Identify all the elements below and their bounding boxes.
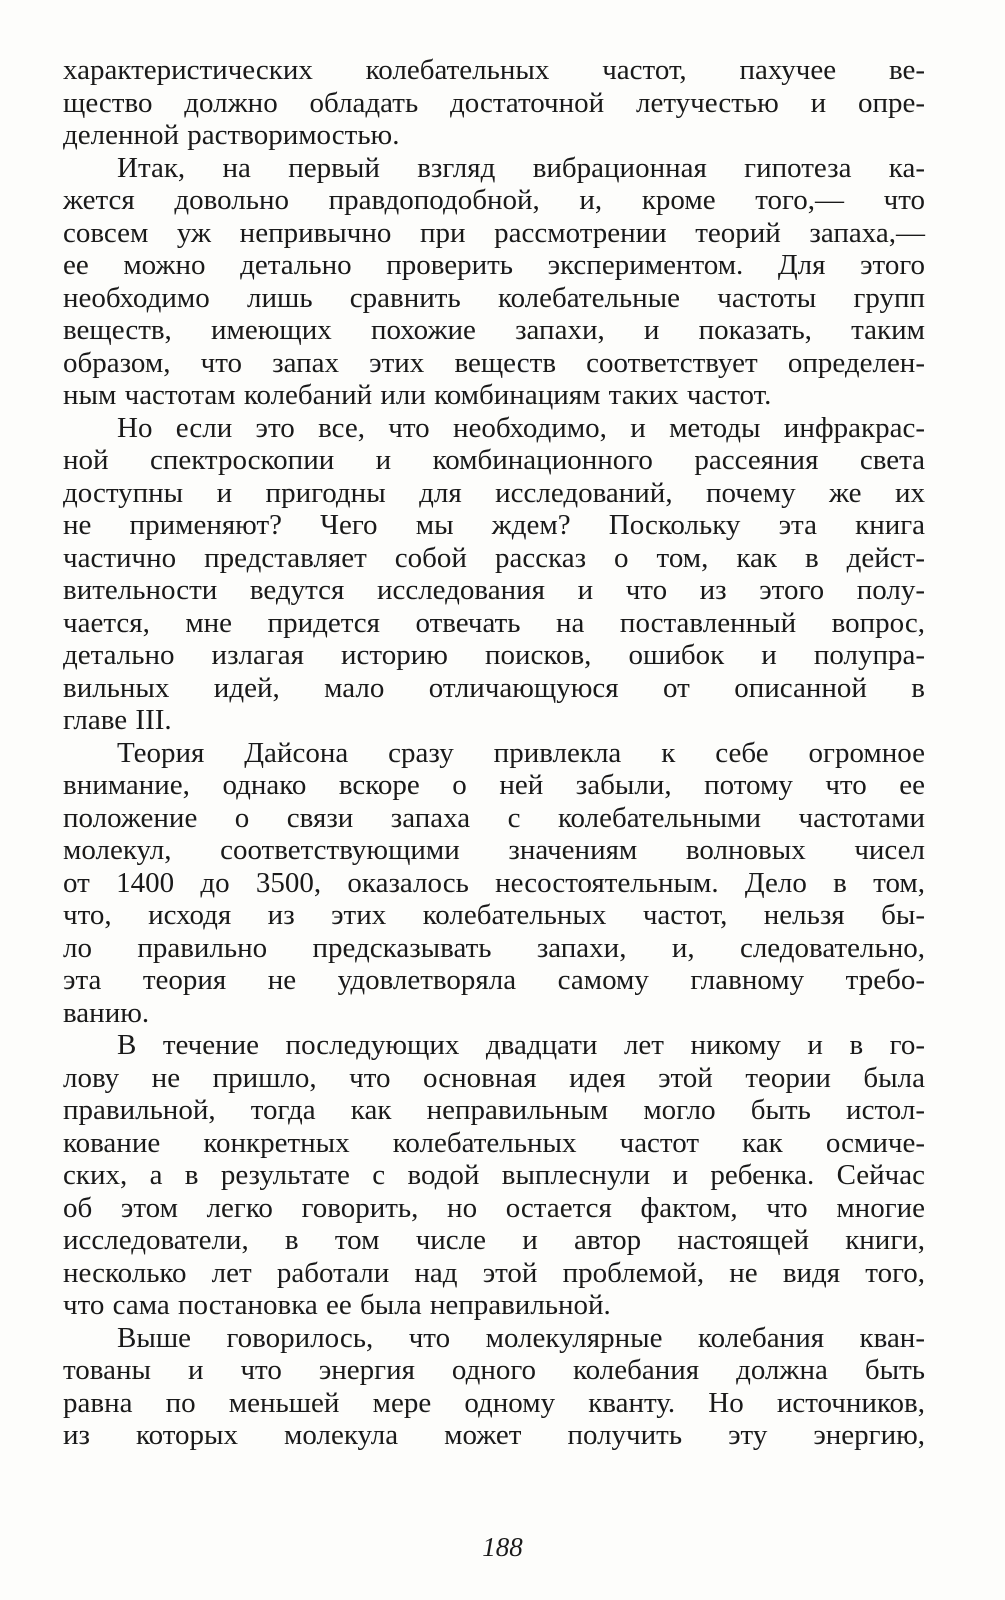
text-line: образом, что запах этих веществ соответствует определен- bbox=[63, 346, 925, 379]
text-line: несколько лет работали над этой проблемой, не видя того, bbox=[63, 1256, 925, 1289]
text-line: лову не пришло, что основная идея этой теории была bbox=[63, 1061, 925, 1094]
text-line: главе III. bbox=[63, 704, 172, 736]
text-line: доступны и пригодны для исследований, почему же их bbox=[63, 476, 925, 509]
text-line: ее можно детально проверить экспериментом. Для этого bbox=[63, 249, 925, 281]
text-line: правильной, тогда как неправильным могло быть истол- bbox=[63, 1094, 925, 1126]
text-line: что сама постановка ее была неправильной. bbox=[63, 1289, 611, 1321]
text-line: деленной растворимостью. bbox=[63, 119, 400, 151]
text-line: Выше говорилось, что молекулярные колебания кван- bbox=[117, 1321, 925, 1354]
text-line: молекул, соответствующими значениям волновых чисел bbox=[63, 834, 925, 866]
text-line: из которых молекула может получить эту энергию, bbox=[63, 1419, 925, 1451]
text-line: В течение последующих двадцати лет никому и в го- bbox=[117, 1029, 925, 1061]
text-line: тованы и что энергия одного колебания должна быть bbox=[63, 1354, 925, 1386]
text-line: частично представляет собой рассказ о том, как в дейст- bbox=[63, 541, 925, 574]
paragraph bbox=[63, 737, 925, 1030]
text-line: Теория Дайсона сразу привлекла к себе огромное bbox=[117, 736, 925, 769]
text-line: ских, а в результате с водой выплеснули и ребенка. Сейчас bbox=[63, 1159, 925, 1191]
text-line: эта теория не удовлетворяла самому главному требо- bbox=[63, 964, 925, 996]
page-number: 188 bbox=[482, 1532, 523, 1562]
text-line: вительности ведутся исследования и что из этого полу- bbox=[63, 574, 925, 606]
paragraph bbox=[63, 54, 925, 152]
text-line: вильных идей, мало отличающуюся от описанной в bbox=[63, 671, 925, 704]
body-text bbox=[63, 54, 925, 1452]
text-line: необходимо лишь сравнить колебательные частоты групп bbox=[63, 281, 925, 314]
text-line: исследователи, в том числе и автор настоящей книги, bbox=[63, 1224, 925, 1256]
paragraph bbox=[63, 152, 925, 412]
text-line: кование конкретных колебательных частот как осмиче- bbox=[63, 1126, 925, 1159]
text-line: веществ, имеющих похожие запахи, и показать, таким bbox=[63, 314, 925, 346]
paragraph bbox=[63, 1322, 925, 1452]
text-line: Но если это все, что необходимо, и методы инфракрас- bbox=[117, 411, 925, 444]
text-line: щество должно обладать достаточной летучестью и опре- bbox=[63, 86, 925, 119]
text-line: детально излагая историю поисков, ошибок и полупра- bbox=[63, 639, 925, 671]
text-line: совсем уж непривычно при рассмотрении теорий запаха,— bbox=[63, 216, 925, 249]
text-line: внимание, однако вскоре о ней забыли, потому что ее bbox=[63, 769, 925, 801]
text-line: Итак, на первый взгляд вибрационная гипотеза ка- bbox=[117, 151, 925, 184]
paragraph bbox=[63, 1029, 925, 1322]
text-line: ной спектроскопии и комбинационного рассеяния света bbox=[63, 444, 925, 476]
text-line: жется довольно правдоподобной, и, кроме того,— что bbox=[63, 184, 925, 216]
text-line: об этом легко говорить, но остается фактом, что многие bbox=[63, 1191, 925, 1224]
text-line: что, исходя из этих колебательных частот, нельзя бы- bbox=[63, 899, 925, 931]
text-line: от 1400 до 3500, оказалось несостоятельным. Дело в том, bbox=[63, 866, 925, 899]
text-line: положение о связи запаха с колебательными частотами bbox=[63, 801, 925, 834]
text-line: ным частотам колебаний или комбинациям таких частот. bbox=[63, 379, 772, 411]
text-line: не применяют? Чего мы ждем? Поскольку эта книга bbox=[63, 509, 925, 541]
paragraph bbox=[63, 412, 925, 737]
text-line: равна по меньшей мере одному кванту. Но источников, bbox=[63, 1386, 925, 1419]
text-line: характеристических колебательных частот, пахучее ве- bbox=[63, 54, 925, 86]
text-line: ло правильно предсказывать запахи, и, следовательно, bbox=[63, 931, 925, 964]
text-line: чается, мне придется отвечать на поставленный вопрос, bbox=[63, 606, 925, 639]
text-line: ванию. bbox=[63, 996, 150, 1029]
